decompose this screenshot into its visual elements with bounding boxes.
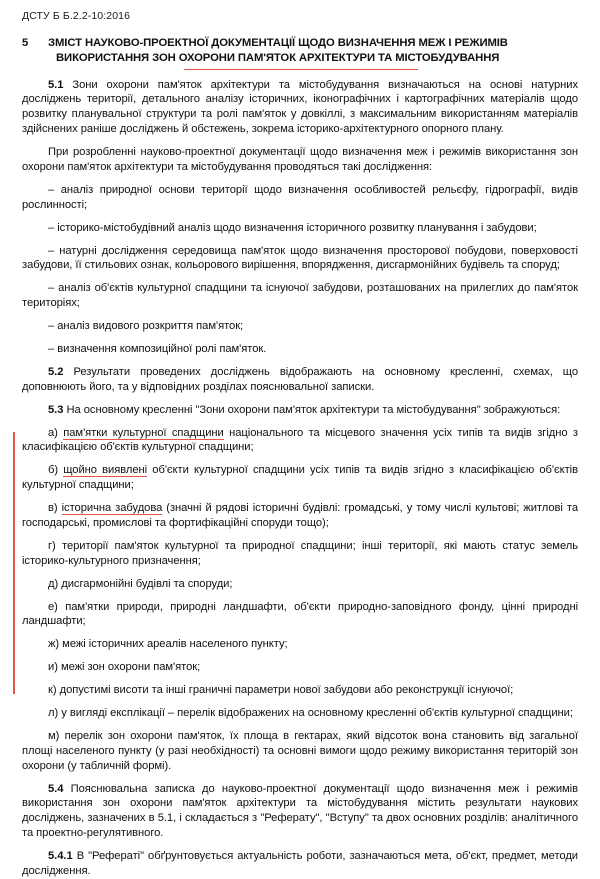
list-marker-b: б): [48, 464, 59, 477]
paragraph-label-5-3: 5.3: [48, 403, 64, 416]
list-marker-v: в): [48, 502, 58, 515]
paragraph-text-dash-2: – історико-містобудівний аналіз щодо визначення історичного розвитку планування і забудови;: [48, 221, 537, 234]
list-highlight-a: пам'ятки культурної спадщини: [63, 426, 224, 439]
paragraph-label-5-1: 5.1: [48, 78, 64, 91]
paragraph-text-research-intro: При розробленні науково-проектної документації щодо визначення меж і режимів використання зон охорони пам'яток архітектури та містобудування проводяться такі дослідження:: [22, 146, 578, 173]
list-text-d: дисгармонійні будівлі та споруди;: [61, 577, 233, 590]
list-marker-i: и): [48, 661, 58, 674]
list-marker-e: е): [48, 600, 58, 613]
list-item-g: [22, 539, 578, 569]
paragraph-dash-1: [22, 183, 578, 213]
list-text-e: пам'ятки природи, природні ландшафти, об'єкти природно-заповідного фонду, цінні природні ландшафти;: [22, 600, 579, 628]
paragraph-text-dash-4: – аналіз об'єктів культурної спадщини та існуючої забудови, розташованих на прилеглих до пам'яток територіях;: [22, 282, 578, 310]
paragraph-dash-2: [22, 221, 578, 236]
section-title-text: ЗМІСТ НАУКОВО-ПРОЕКТНОЇ ДОКУМЕНТАЦІЇ ЩОДО ВИЗНАЧЕННЯ МЕЖ І РЕЖИМІВ ВИКОРИСТАННЯ ЗОН ОХОРОНИ ПАМ'ЯТОК АРХІТЕКТУРИ ТА МІСТОБУДУВАННЯ: [48, 37, 508, 65]
list-item-b: [22, 463, 578, 493]
paragraph-text-dash-5: – аналіз видового розкриття пам'яток;: [48, 320, 244, 333]
paragraph-5-3: [22, 403, 578, 418]
list-item-zh: [22, 637, 578, 652]
paragraph-text-dash-3: – натурні дослідження середовища пам'яток щодо визначення просторової побудови, поверховості забудови, її стильових ознак, кольорового вирішення, впорядження, дисгармонійних будівель та споруд;: [22, 244, 578, 272]
list-item-a: [22, 426, 578, 456]
paragraph-label-5-4-1: 5.4.1: [48, 850, 73, 863]
list-item-e: [22, 600, 578, 630]
paragraph-dash-6: [22, 342, 578, 357]
paragraph-label-5-4: 5.4: [48, 782, 64, 795]
paragraph-text-5-2: Результати проведених досліджень відображають на основному кресленні, схемах, що доповнюють його, та у відповідних розділах пояснювальної записки.: [22, 365, 578, 393]
list-text-l: у вигляді експлікації – перелік відображених на основному кресленні об'єктів культурної спадщини;: [61, 707, 573, 719]
list-item-k: [22, 683, 578, 698]
paragraph-dash-5: [22, 319, 578, 334]
list-item-m: [22, 729, 578, 774]
list-marker-zh: ж): [48, 638, 60, 651]
list-item-v: [22, 501, 578, 531]
paragraph-5-4: [22, 782, 578, 842]
paragraph-research-intro: [22, 145, 578, 175]
vertical-bracket-list-mark: [13, 432, 15, 694]
list-text-b: об'єкти культурної спадщини усіх типів та видів згідно з класифікацією об'єктів культурної спадщини;: [22, 464, 579, 492]
paragraph-dash-4: [22, 281, 578, 311]
list-highlight-v: історична забудова: [61, 502, 163, 515]
list-text-a: національного та місцевого значення усіх типів та видів згідно з класифікацією об'єктів культурної спадщини;: [22, 426, 578, 454]
list-item-d: [22, 577, 578, 592]
paragraph-text-5-1: Зони охорони пам'яток архітектури та містобудування визначаються на основі натурних досліджень території, детального аналізу історичних, іконографічних і картографічних матеріалів щодо розвитку планувальної структури та ролі пам'яток у довкіллі, з максимальним використанням матеріалів здійснених раніше досліджень й обстежень, зокрема історико-архітектурного опорного плану.: [22, 78, 578, 136]
list-marker-k: к): [48, 684, 57, 697]
list-marker-a: а): [48, 426, 58, 439]
section-title: [22, 36, 578, 67]
list-text-k: допустимі висоти та інші граничні параметри нової забудови або реконструкції існуючої;: [59, 684, 514, 697]
paragraph-text-5-4: Пояснювальна записка до науково-проектної документації щодо визначення меж і режимів використання зон охорони пам'яток архітектури та містобудування містить результати наукових досліджень, зазначених в 5.1, і складається з "Реферату", "Вступу" та двох основних розділів: аналітичного та проектно-регулятивного.: [22, 782, 579, 840]
list-item-i: [22, 660, 578, 675]
list-text-m: перелік зон охорони пам'яток, їх площа в гектарах, який відсоток вона становить від загальної площі населеного пункту (у разі необхідності) та основні вимоги щодо режиму використання територій зон охорони (у табличній формі).: [22, 729, 578, 772]
underline-title-mark: [184, 69, 418, 70]
list-highlight-b: щойно виявлені: [63, 464, 148, 477]
paragraph-text-5-3: На основному кресленні "Зони охорони пам'яток архітектури та містобудування" зображуються:: [66, 403, 561, 416]
paragraph-text-5-4-1: В "Рефераті" обґрунтовується актуальність роботи, зазначаються мета, об'єкт, предмет, методи дослідження.: [22, 850, 578, 878]
paragraph-5-4-1: [22, 849, 578, 879]
list-text-zh: межі історичних ареалів населеного пункту;: [62, 638, 288, 651]
paragraph-label-5-2: 5.2: [48, 365, 64, 378]
section-number: 5: [22, 37, 29, 49]
document-header: ДСТУ Б Б.2.2-10:2016: [22, 10, 131, 22]
paragraph-dash-3: [22, 244, 578, 274]
list-marker-m: м): [48, 729, 60, 742]
list-text-i: межі зон охорони пам'яток;: [60, 661, 201, 674]
paragraph-5-1: [22, 78, 578, 138]
paragraph-text-dash-6: – визначення композиційної ролі пам'яток.: [48, 342, 267, 355]
list-marker-g: г): [48, 539, 56, 552]
paragraph-text-dash-1: – аналіз природної основи території щодо визначення особливостей рельєфу, гідрографії, видів рослинності;: [22, 183, 578, 211]
paragraph-5-2: [22, 365, 578, 395]
list-marker-l: л): [48, 707, 59, 719]
list-marker-d: д): [48, 577, 59, 590]
list-text-v: (значні й рядові історичні будівлі: громадські, у тому числі культові; житлові та господарські, промислові та фортифікаційні споруди тощо);: [22, 502, 578, 529]
list-item-l: [22, 706, 578, 721]
list-text-g: території пам'яток культурної та природної спадщини; інші території, які мають статус земель історико-культурного призначення;: [22, 539, 579, 567]
